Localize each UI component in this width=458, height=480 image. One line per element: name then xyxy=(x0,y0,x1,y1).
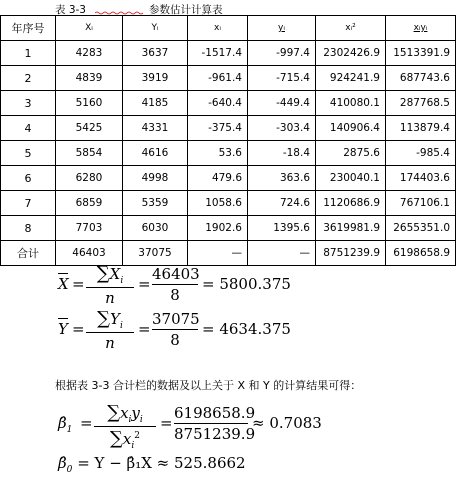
table-cell: 1120686.9 xyxy=(316,191,386,216)
table-cell: 8751239.9 xyxy=(316,241,386,266)
header-x-sq: xᵢ² xyxy=(316,16,386,41)
table-row xyxy=(1,41,456,66)
xbar-fraction-numeric: 46403 8 xyxy=(152,265,200,304)
parameter-estimation-table xyxy=(0,15,456,266)
caption-number: 表 3-3 xyxy=(55,4,86,16)
table-cell: 6030 xyxy=(123,216,188,241)
table-row xyxy=(1,116,456,141)
table-row xyxy=(1,191,456,216)
table-cell: 1902.6 xyxy=(188,216,248,241)
table-cell: 7 xyxy=(1,191,56,216)
table-cell: 6859 xyxy=(56,191,123,216)
header-y-dev: yᵢ xyxy=(248,16,316,41)
table-cell: — xyxy=(188,241,248,266)
header-x: Xᵢ xyxy=(56,16,123,41)
beta1-fraction-symbolic: $\sum x_iy_i$ $\sum x_i^2$ xyxy=(94,402,156,451)
table-cell: 479.6 xyxy=(188,166,248,191)
table-cell: 724.6 xyxy=(248,191,316,216)
table-cell: 1513391.9 xyxy=(386,41,456,66)
table-cell: 687743.6 xyxy=(386,66,456,91)
table-cell: 37075 xyxy=(123,241,188,266)
table-cell: 1058.6 xyxy=(188,191,248,216)
table-cell: 5 xyxy=(1,141,56,166)
table-row xyxy=(1,216,456,241)
table-cell: 7703 xyxy=(56,216,123,241)
ybar-fraction-symbolic: $\sum Y_i$ n xyxy=(86,308,134,352)
table-total-row xyxy=(1,241,456,266)
table-cell: -375.4 xyxy=(188,116,248,141)
beta1-fraction-numeric: 6198658.9 8751239.9 xyxy=(174,404,256,443)
table-cell: 5425 xyxy=(56,116,123,141)
table-row xyxy=(1,166,456,191)
ybar-symbol: Y xyxy=(58,320,68,338)
xbar-formula: X = $\sum X_i$ n = 46403 8 = 5800.375 xyxy=(58,263,291,307)
xbar-symbol: X xyxy=(58,275,69,293)
table-cell: 2302426.9 xyxy=(316,41,386,66)
beta1-formula: $\betâ_1$ = $\sum x_iy_i$ $\sum x_i^2$ = 6198658.9 8751239.9 ≈ 0.7083 xyxy=(58,402,322,451)
table-cell: 410080.1 xyxy=(316,91,386,116)
xbar-result: = 5800.375 xyxy=(202,275,291,293)
beta0-formula: $\betâ_0 = Y$ − β̂₁X ≈ 525.8662 xyxy=(58,454,246,475)
table-cell: -985.4 xyxy=(386,141,456,166)
table-row xyxy=(1,141,456,166)
table-cell: 174403.6 xyxy=(386,166,456,191)
table-cell: 3637 xyxy=(123,41,188,66)
table-cell: 4283 xyxy=(56,41,123,66)
table-cell: -640.4 xyxy=(188,91,248,116)
table-cell: 363.6 xyxy=(248,166,316,191)
table-cell: -18.4 xyxy=(248,141,316,166)
table-cell: -449.4 xyxy=(248,91,316,116)
table-cell: 46403 xyxy=(56,241,123,266)
table-cell: 1395.6 xyxy=(248,216,316,241)
ybar-fraction-numeric: 37075 8 xyxy=(152,310,200,349)
beta1-result: ≈ 0.7083 xyxy=(252,414,322,432)
table-cell: — xyxy=(248,241,316,266)
table-row xyxy=(1,91,456,116)
table-cell: 8 xyxy=(1,216,56,241)
header-y: Yᵢ xyxy=(123,16,188,41)
table-cell: 1 xyxy=(1,41,56,66)
table-cell: -1517.4 xyxy=(188,41,248,66)
table-cell: 4998 xyxy=(123,166,188,191)
table-header-row xyxy=(1,16,456,41)
table-cell: 2 xyxy=(1,66,56,91)
table-cell: 140906.4 xyxy=(316,116,386,141)
derivation-note: 根据表 3-3 合计栏的数据及以上关于 X 和 Y 的计算结果可得： xyxy=(55,379,362,392)
table-cell: -303.4 xyxy=(248,116,316,141)
table-cell: -715.4 xyxy=(248,66,316,91)
header-xy: xᵢyᵢ xyxy=(386,16,456,41)
table-cell: 6280 xyxy=(56,166,123,191)
table-cell: 4839 xyxy=(56,66,123,91)
table-cell: 6198658.9 xyxy=(386,241,456,266)
table-cell: 924241.9 xyxy=(316,66,386,91)
table-cell: 2655351.0 xyxy=(386,216,456,241)
table-cell: 287768.5 xyxy=(386,91,456,116)
table-cell: 5359 xyxy=(123,191,188,216)
table-cell: 3919 xyxy=(123,66,188,91)
table-cell: -997.4 xyxy=(248,41,316,66)
table-cell: 6 xyxy=(1,166,56,191)
table-cell: 4616 xyxy=(123,141,188,166)
table-cell: 4185 xyxy=(123,91,188,116)
beta0-expression: = Y − β̂₁X ≈ 525.8662 xyxy=(77,454,246,472)
ybar-result: = 4634.375 xyxy=(202,320,291,338)
table-row xyxy=(1,66,456,91)
header-x-dev: xᵢ xyxy=(188,16,248,41)
table-cell: 53.6 xyxy=(188,141,248,166)
table-cell: 3 xyxy=(1,91,56,116)
table-cell: -961.4 xyxy=(188,66,248,91)
caption-title: 参数估计计算表 xyxy=(149,4,223,16)
ybar-formula: Y = $\sum Y_i$ n = 37075 8 = 4634.375 xyxy=(58,308,291,352)
table-cell: 2875.6 xyxy=(316,141,386,166)
table-cell: 113879.4 xyxy=(386,116,456,141)
table-cell: 合计 xyxy=(1,241,56,266)
header-year: 年序号 xyxy=(1,16,56,41)
table-cell: 4331 xyxy=(123,116,188,141)
table-cell: 767106.1 xyxy=(386,191,456,216)
table-cell: 4 xyxy=(1,116,56,141)
table-cell: 3619981.9 xyxy=(316,216,386,241)
table-cell: 5160 xyxy=(56,91,123,116)
table-cell: 230040.1 xyxy=(316,166,386,191)
xbar-fraction-symbolic: $\sum X_i$ n xyxy=(86,263,134,307)
table-cell: 5854 xyxy=(56,141,123,166)
